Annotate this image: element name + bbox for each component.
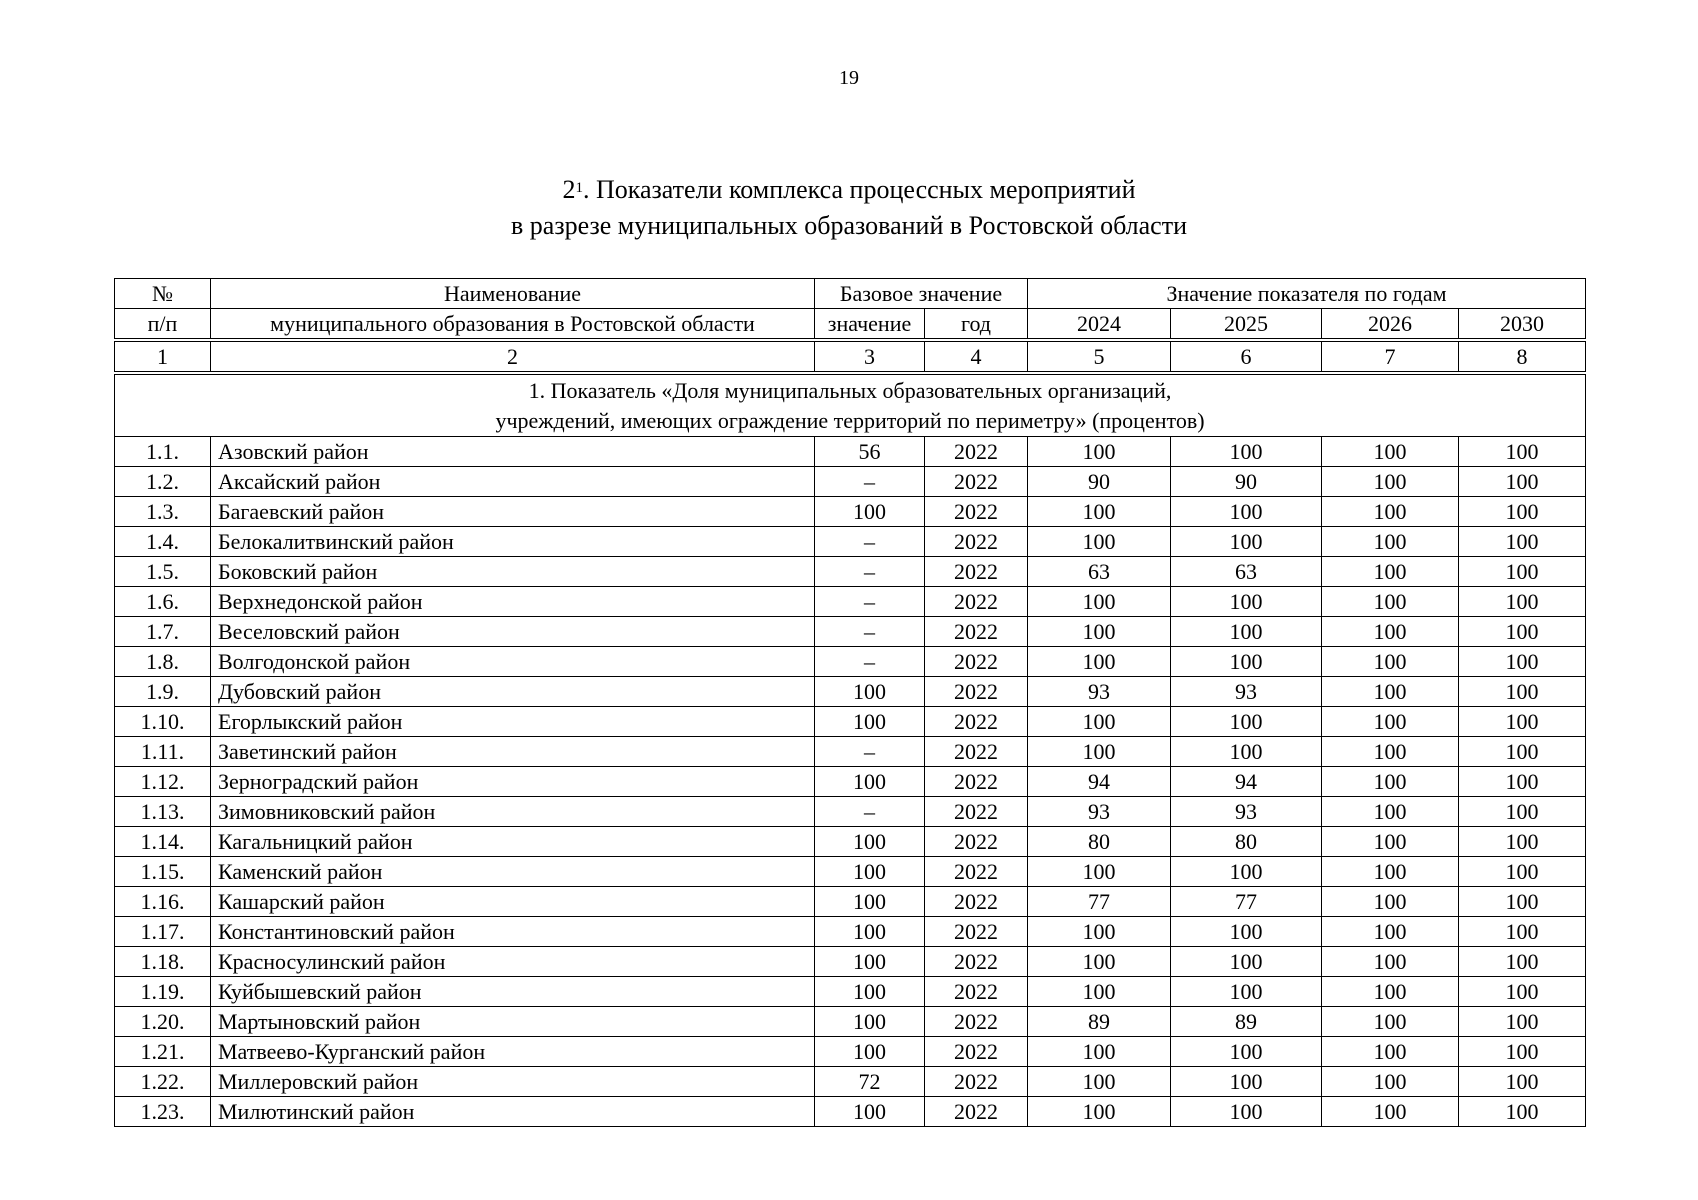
table-row — [115, 857, 1586, 887]
row-number: 1.11. — [115, 737, 211, 767]
value-2026: 100 — [1322, 827, 1459, 857]
value-2030: 100 — [1459, 617, 1586, 647]
base-value: 100 — [815, 977, 925, 1007]
table-row — [115, 647, 1586, 677]
base-value: – — [815, 467, 925, 497]
value-2026: 100 — [1322, 947, 1459, 977]
value-2030: 100 — [1459, 1007, 1586, 1037]
column-number: 1 — [115, 340, 211, 373]
municipality-name: Кашарский район — [211, 887, 815, 917]
value-2030: 100 — [1459, 677, 1586, 707]
column-number: 7 — [1322, 340, 1459, 373]
base-value: 100 — [815, 677, 925, 707]
table-row — [115, 947, 1586, 977]
municipality-name: Егорлыкский район — [211, 707, 815, 737]
table-row — [115, 737, 1586, 767]
value-2026: 100 — [1322, 857, 1459, 887]
value-2025: 90 — [1171, 467, 1322, 497]
base-year: 2022 — [925, 467, 1028, 497]
base-year: 2022 — [925, 857, 1028, 887]
base-value: 100 — [815, 707, 925, 737]
table-row — [115, 767, 1586, 797]
row-number: 1.16. — [115, 887, 211, 917]
municipality-name: Зимовниковский район — [211, 797, 815, 827]
base-value: 100 — [815, 827, 925, 857]
row-number: 1.13. — [115, 797, 211, 827]
value-2024: 90 — [1028, 467, 1171, 497]
value-2030: 100 — [1459, 917, 1586, 947]
base-value: – — [815, 647, 925, 677]
value-2024: 100 — [1028, 857, 1171, 887]
value-2025: 93 — [1171, 677, 1322, 707]
column-number: 6 — [1171, 340, 1322, 373]
value-2030: 100 — [1459, 707, 1586, 737]
base-year: 2022 — [925, 617, 1028, 647]
base-value: 72 — [815, 1067, 925, 1097]
value-2030: 100 — [1459, 947, 1586, 977]
header-num-sub: п/п — [115, 309, 211, 341]
value-2026: 100 — [1322, 497, 1459, 527]
base-value: 100 — [815, 857, 925, 887]
row-number: 1.9. — [115, 677, 211, 707]
base-year: 2022 — [925, 677, 1028, 707]
section-heading-line-2: учреждений, имеющих ограждение территорий по периметру» (процентов) — [495, 407, 1205, 433]
value-2025: 100 — [1171, 707, 1322, 737]
section-heading-line-1: 1. Показатель «Доля муниципальных образовательных организаций, — [528, 377, 1172, 403]
base-year: 2022 — [925, 737, 1028, 767]
base-year: 2022 — [925, 527, 1028, 557]
value-2026: 100 — [1322, 647, 1459, 677]
value-2024: 100 — [1028, 527, 1171, 557]
row-number: 1.14. — [115, 827, 211, 857]
value-2026: 100 — [1322, 587, 1459, 617]
base-value: – — [815, 737, 925, 767]
value-2026: 100 — [1322, 467, 1459, 497]
municipality-name: Куйбышевский район — [211, 977, 815, 1007]
table-row — [115, 977, 1586, 1007]
municipality-name: Волгодонской район — [211, 647, 815, 677]
value-2024: 100 — [1028, 1097, 1171, 1127]
table-row — [115, 497, 1586, 527]
municipality-name: Азовский район — [211, 437, 815, 467]
value-2030: 100 — [1459, 1067, 1586, 1097]
municipality-name: Милютинский район — [211, 1097, 815, 1127]
base-year: 2022 — [925, 1067, 1028, 1097]
header-year-2024: 2024 — [1028, 309, 1171, 341]
row-number: 1.4. — [115, 527, 211, 557]
table-row — [115, 827, 1586, 857]
row-number: 1.20. — [115, 1007, 211, 1037]
table-row — [115, 1067, 1586, 1097]
municipality-name: Константиновский район — [211, 917, 815, 947]
indicators-table — [114, 278, 1586, 1127]
table-row — [115, 467, 1586, 497]
value-2024: 100 — [1028, 1037, 1171, 1067]
value-2025: 100 — [1171, 527, 1322, 557]
base-year: 2022 — [925, 587, 1028, 617]
municipality-name: Боковский район — [211, 557, 815, 587]
base-year: 2022 — [925, 977, 1028, 1007]
base-value: 100 — [815, 917, 925, 947]
value-2026: 100 — [1322, 1037, 1459, 1067]
value-2025: 100 — [1171, 1097, 1322, 1127]
value-2026: 100 — [1322, 527, 1459, 557]
municipality-name: Красносулинский район — [211, 947, 815, 977]
title-superscript: 1 — [575, 180, 583, 196]
value-2024: 63 — [1028, 557, 1171, 587]
value-2030: 100 — [1459, 797, 1586, 827]
value-2024: 100 — [1028, 1067, 1171, 1097]
table-row — [115, 1037, 1586, 1067]
value-2025: 100 — [1171, 737, 1322, 767]
base-value: – — [815, 557, 925, 587]
value-2024: 100 — [1028, 437, 1171, 467]
header-years-group: Значение показателя по годам — [1028, 279, 1586, 309]
value-2026: 100 — [1322, 437, 1459, 467]
base-year: 2022 — [925, 767, 1028, 797]
row-number: 1.6. — [115, 587, 211, 617]
base-year: 2022 — [925, 707, 1028, 737]
value-2025: 100 — [1171, 587, 1322, 617]
base-value: 56 — [815, 437, 925, 467]
title-prefix: 2 — [562, 175, 576, 204]
base-year: 2022 — [925, 1037, 1028, 1067]
header-name: Наименование — [211, 279, 815, 309]
table-row — [115, 917, 1586, 947]
value-2024: 100 — [1028, 947, 1171, 977]
value-2026: 100 — [1322, 767, 1459, 797]
value-2030: 100 — [1459, 587, 1586, 617]
value-2026: 100 — [1322, 557, 1459, 587]
column-number: 3 — [815, 340, 925, 373]
value-2030: 100 — [1459, 1037, 1586, 1067]
value-2030: 100 — [1459, 977, 1586, 1007]
base-year: 2022 — [925, 827, 1028, 857]
value-2026: 100 — [1322, 677, 1459, 707]
municipality-name: Миллеровский район — [211, 1067, 815, 1097]
row-number: 1.21. — [115, 1037, 211, 1067]
header-row-2 — [115, 309, 1586, 341]
value-2025: 80 — [1171, 827, 1322, 857]
base-year: 2022 — [925, 887, 1028, 917]
municipality-name: Багаевский район — [211, 497, 815, 527]
title-line-2: в разрезе муниципальных образований в Ростовской области — [511, 211, 1187, 240]
value-2024: 100 — [1028, 497, 1171, 527]
table-row — [115, 1097, 1586, 1127]
base-value: – — [815, 587, 925, 617]
value-2030: 100 — [1459, 767, 1586, 797]
value-2026: 100 — [1322, 797, 1459, 827]
column-number: 4 — [925, 340, 1028, 373]
value-2025: 100 — [1171, 437, 1322, 467]
value-2025: 100 — [1171, 917, 1322, 947]
row-number: 1.7. — [115, 617, 211, 647]
row-number: 1.10. — [115, 707, 211, 737]
value-2026: 100 — [1322, 887, 1459, 917]
base-value: – — [815, 797, 925, 827]
table-row — [115, 707, 1586, 737]
value-2024: 100 — [1028, 647, 1171, 677]
value-2025: 63 — [1171, 557, 1322, 587]
header-num: № — [115, 279, 211, 309]
row-number: 1.18. — [115, 947, 211, 977]
base-year: 2022 — [925, 797, 1028, 827]
value-2026: 100 — [1322, 1007, 1459, 1037]
value-2026: 100 — [1322, 617, 1459, 647]
base-value: 100 — [815, 767, 925, 797]
table-row — [115, 677, 1586, 707]
section-heading — [115, 373, 1586, 437]
base-value: – — [815, 527, 925, 557]
base-value: 100 — [815, 497, 925, 527]
header-base-year: год — [925, 309, 1028, 341]
value-2030: 100 — [1459, 827, 1586, 857]
table-row — [115, 617, 1586, 647]
value-2030: 100 — [1459, 737, 1586, 767]
municipality-name: Аксайский район — [211, 467, 815, 497]
base-year: 2022 — [925, 1097, 1028, 1127]
value-2030: 100 — [1459, 557, 1586, 587]
base-year: 2022 — [925, 437, 1028, 467]
table-row — [115, 527, 1586, 557]
title-line-1 — [0, 172, 1698, 208]
base-value: 100 — [815, 1097, 925, 1127]
header-name-sub: муниципального образования в Ростовской области — [211, 309, 815, 341]
value-2030: 100 — [1459, 467, 1586, 497]
municipality-name: Заветинский район — [211, 737, 815, 767]
table-row — [115, 887, 1586, 917]
value-2026: 100 — [1322, 1067, 1459, 1097]
row-number: 1.3. — [115, 497, 211, 527]
municipality-name: Каменский район — [211, 857, 815, 887]
value-2025: 93 — [1171, 797, 1322, 827]
value-2030: 100 — [1459, 857, 1586, 887]
value-2026: 100 — [1322, 917, 1459, 947]
base-year: 2022 — [925, 917, 1028, 947]
column-number: 5 — [1028, 340, 1171, 373]
value-2025: 89 — [1171, 1007, 1322, 1037]
value-2025: 100 — [1171, 947, 1322, 977]
value-2030: 100 — [1459, 1097, 1586, 1127]
header-year-2030: 2030 — [1459, 309, 1586, 341]
header-base: Базовое значение — [815, 279, 1028, 309]
municipality-name: Кагальницкий район — [211, 827, 815, 857]
base-value: 100 — [815, 947, 925, 977]
title-line-1-text: . Показатели комплекса процессных мероприятий — [582, 175, 1136, 204]
municipality-name: Зерноградский район — [211, 767, 815, 797]
column-number: 2 — [211, 340, 815, 373]
header-base-value: значение — [815, 309, 925, 341]
value-2025: 100 — [1171, 857, 1322, 887]
base-value: 100 — [815, 1037, 925, 1067]
header-year-2025: 2025 — [1171, 309, 1322, 341]
value-2024: 93 — [1028, 797, 1171, 827]
row-number: 1.5. — [115, 557, 211, 587]
row-number: 1.17. — [115, 917, 211, 947]
value-2024: 80 — [1028, 827, 1171, 857]
value-2024: 100 — [1028, 707, 1171, 737]
value-2026: 100 — [1322, 1097, 1459, 1127]
table-row — [115, 557, 1586, 587]
value-2024: 100 — [1028, 917, 1171, 947]
municipality-name: Веселовский район — [211, 617, 815, 647]
value-2030: 100 — [1459, 647, 1586, 677]
base-value: 100 — [815, 887, 925, 917]
value-2024: 94 — [1028, 767, 1171, 797]
value-2025: 77 — [1171, 887, 1322, 917]
value-2025: 100 — [1171, 1037, 1322, 1067]
section-heading-row — [115, 373, 1586, 437]
municipality-name: Верхнедонской район — [211, 587, 815, 617]
row-number: 1.8. — [115, 647, 211, 677]
value-2025: 94 — [1171, 767, 1322, 797]
document-title — [0, 172, 1698, 244]
row-number: 1.23. — [115, 1097, 211, 1127]
value-2024: 100 — [1028, 617, 1171, 647]
value-2025: 100 — [1171, 647, 1322, 677]
value-2030: 100 — [1459, 527, 1586, 557]
row-number: 1.22. — [115, 1067, 211, 1097]
row-number: 1.12. — [115, 767, 211, 797]
row-number: 1.2. — [115, 467, 211, 497]
value-2024: 100 — [1028, 737, 1171, 767]
municipality-name: Белокалитвинский район — [211, 527, 815, 557]
table-row — [115, 1007, 1586, 1037]
value-2025: 100 — [1171, 497, 1322, 527]
base-year: 2022 — [925, 1007, 1028, 1037]
row-number: 1.15. — [115, 857, 211, 887]
value-2026: 100 — [1322, 977, 1459, 1007]
value-2025: 100 — [1171, 977, 1322, 1007]
municipality-name: Мартыновский район — [211, 1007, 815, 1037]
header-row-1 — [115, 279, 1586, 309]
value-2024: 93 — [1028, 677, 1171, 707]
municipality-name: Дубовский район — [211, 677, 815, 707]
base-year: 2022 — [925, 557, 1028, 587]
column-number: 8 — [1459, 340, 1586, 373]
page-number: 19 — [839, 67, 859, 89]
table-row — [115, 797, 1586, 827]
value-2030: 100 — [1459, 437, 1586, 467]
base-year: 2022 — [925, 647, 1028, 677]
value-2026: 100 — [1322, 707, 1459, 737]
value-2025: 100 — [1171, 1067, 1322, 1097]
base-value: 100 — [815, 1007, 925, 1037]
municipality-name: Матвеево-Курганский район — [211, 1037, 815, 1067]
value-2025: 100 — [1171, 617, 1322, 647]
value-2024: 100 — [1028, 587, 1171, 617]
base-year: 2022 — [925, 947, 1028, 977]
value-2026: 100 — [1322, 737, 1459, 767]
column-numbers-row — [115, 340, 1586, 373]
table-row — [115, 587, 1586, 617]
value-2030: 100 — [1459, 887, 1586, 917]
header-year-2026: 2026 — [1322, 309, 1459, 341]
base-year: 2022 — [925, 497, 1028, 527]
value-2024: 89 — [1028, 1007, 1171, 1037]
row-number: 1.19. — [115, 977, 211, 1007]
value-2024: 77 — [1028, 887, 1171, 917]
row-number: 1.1. — [115, 437, 211, 467]
base-value: – — [815, 617, 925, 647]
value-2030: 100 — [1459, 497, 1586, 527]
value-2024: 100 — [1028, 977, 1171, 1007]
table-row — [115, 437, 1586, 467]
